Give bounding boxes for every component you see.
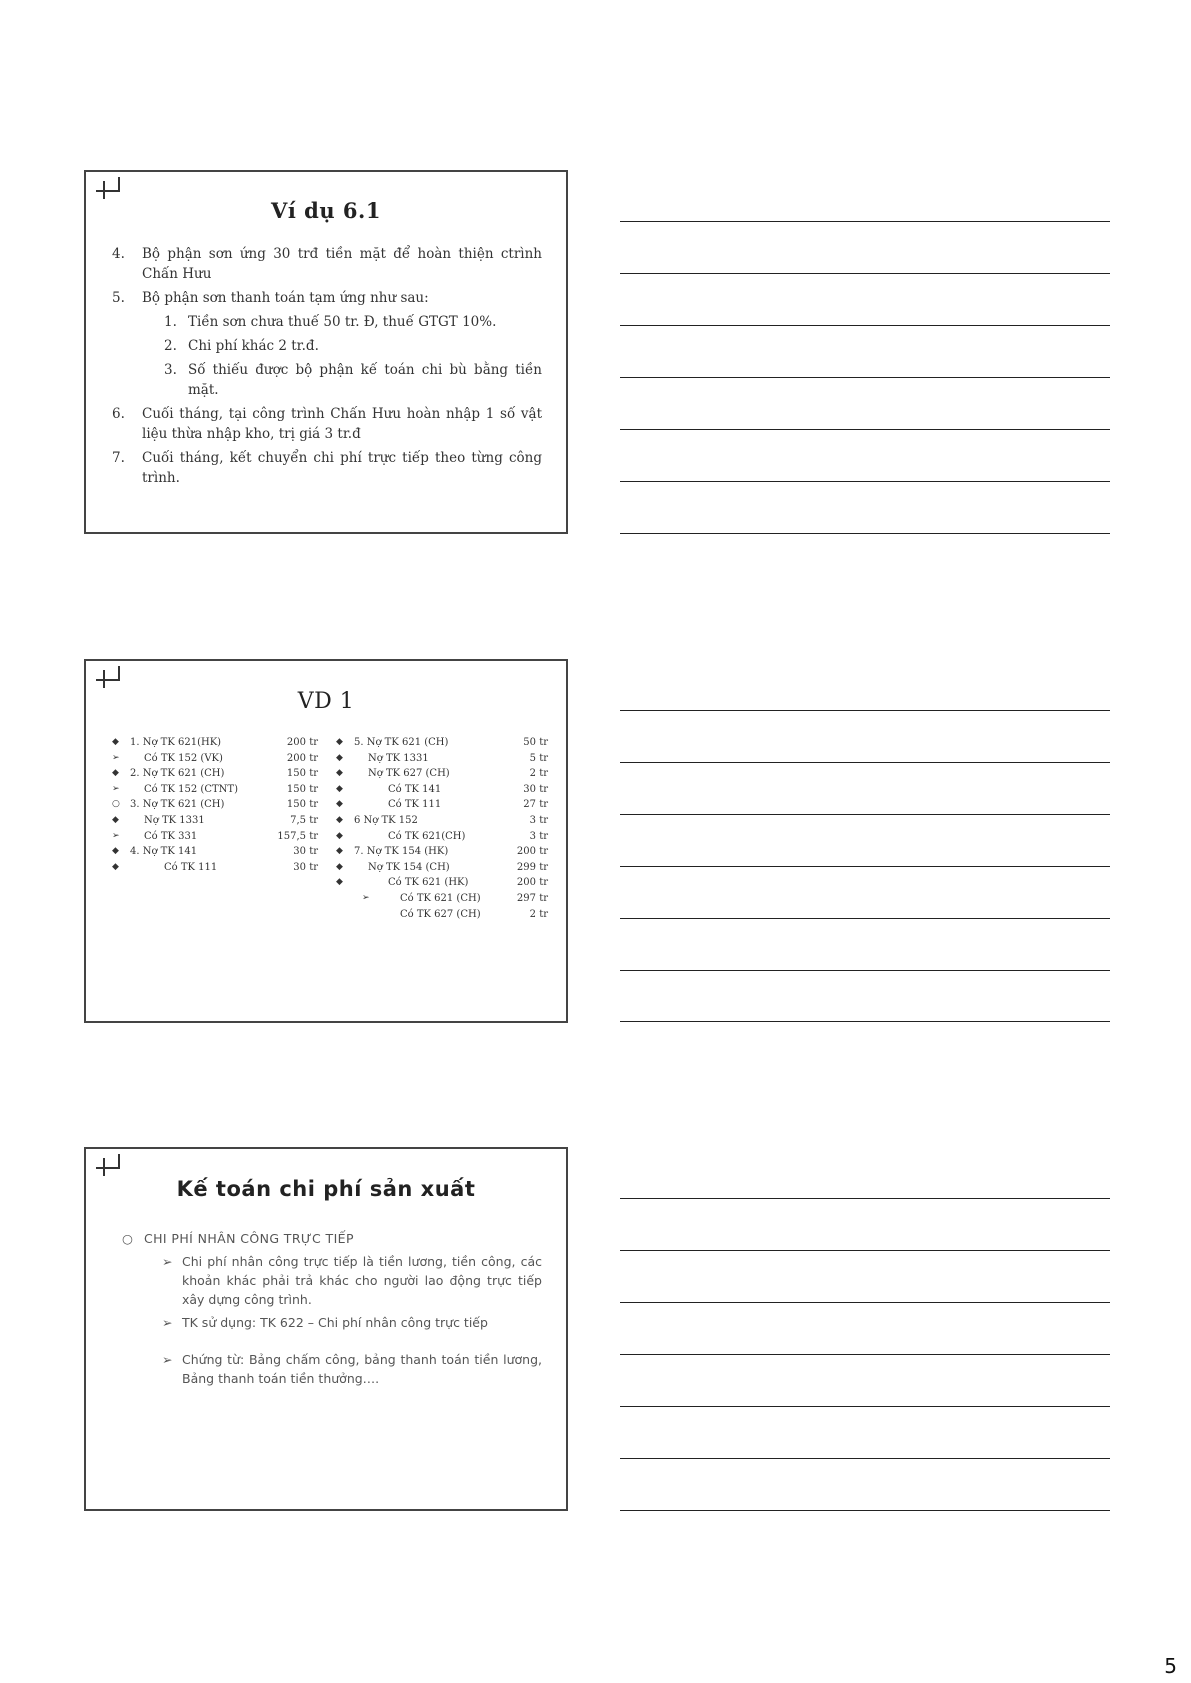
journal-entry-line	[336, 797, 548, 813]
bullet-icon: ◆	[336, 737, 343, 747]
journal-entry-line	[112, 735, 318, 751]
bullet-icon: ◆	[336, 830, 343, 841]
slide-title: Ví dụ 6.1	[271, 198, 381, 223]
list-text: Cuối tháng, tại công trình Chấn Hưu hoàn nhập 1 số vật liệu thừa nhập kho, trị giá 3 tr.đ	[142, 406, 542, 442]
account-text: Có TK 621 (HK)	[388, 877, 469, 889]
list-text: Số thiếu được bộ phận kế toán chi bù bằng tiền mặt.	[188, 362, 542, 398]
journal-entry-line	[112, 813, 318, 829]
slide-body	[112, 1229, 542, 1392]
list-text: Tiền sơn chưa thuế 50 tr. Đ, thuế GTGT 10%.	[188, 314, 497, 330]
bullet-icon: ➢	[112, 752, 120, 763]
slide-title: Kế toán chi phí sản xuất	[176, 1177, 476, 1201]
amount-text: 30 tr	[293, 846, 318, 858]
journal-entry-line	[112, 751, 318, 767]
amount-text: 2 tr	[529, 908, 548, 920]
account-text: 3. Nợ TK 621 (CH)	[130, 799, 225, 811]
amount-text: 150 tr	[286, 783, 318, 795]
bullet-point: ➢ Chứng từ: Bảng chấm công, bảng thanh toán tiền lương, Bảng thanh toán tiền thưởng….	[162, 1352, 542, 1386]
amount-text: 5 tr	[529, 752, 548, 764]
journal-entry-line	[336, 875, 548, 891]
bullet-icon: ◆	[336, 752, 343, 763]
amount-text: 150 tr	[286, 768, 318, 780]
journal-entry-line	[112, 766, 318, 782]
amount-text: 30 tr	[293, 861, 318, 873]
journal-entry-line	[112, 844, 318, 860]
account-text: Nợ TK 1331	[144, 814, 205, 826]
circle-bullet-icon: ○	[122, 1231, 134, 1246]
amount-text: 297 tr	[516, 892, 548, 904]
list-number: 3.	[164, 362, 177, 378]
slide-vi-du-6-1	[84, 170, 568, 534]
bullet-point: ➢ TK sử dụng: TK 622 – Chi phí nhân công trực tiếp	[162, 1315, 488, 1330]
bullet-icon: ➢	[112, 830, 120, 841]
account-text: 5. Nợ TK 621 (CH)	[354, 737, 449, 748]
arrow-bullet-icon: ➢	[162, 1254, 173, 1269]
amount-text: 200 tr	[516, 846, 548, 858]
amount-text: 50 tr	[523, 737, 548, 748]
list-text: Bộ phận sơn thanh toán tạm ứng như sau:	[142, 290, 429, 306]
journal-entry-line	[112, 797, 318, 813]
journal-entry-line	[112, 860, 318, 876]
journal-entry-line	[336, 735, 548, 751]
list-number: 1.	[164, 314, 177, 330]
account-text: Nợ TK 154 (CH)	[368, 861, 450, 873]
page-number: 5	[1164, 1654, 1177, 1678]
journal-entry-line	[336, 829, 548, 845]
bullet-icon: ◆	[336, 799, 343, 810]
bullet-icon: ◆	[112, 768, 119, 779]
bullet-point: ➢ Chi phí nhân công trực tiếp là tiền lương, tiền công, các khoản khác phải trả khác cho người lao động trực tiếp xây dựng công trình.	[162, 1254, 542, 1307]
bullet-icon: ◆	[336, 814, 343, 825]
amount-text: 30 tr	[523, 783, 548, 795]
bullet-icon: ◆	[112, 737, 119, 747]
list-item	[112, 288, 542, 308]
slide-body	[112, 244, 542, 492]
bullet-icon: ○	[112, 799, 120, 810]
journal-entry-line	[336, 907, 548, 923]
journal-entry-line	[112, 782, 318, 798]
amount-text: 2 tr	[529, 768, 548, 780]
list-item	[112, 244, 542, 284]
arrow-bullet-icon: ➢	[162, 1352, 173, 1367]
amount-text: 299 tr	[516, 861, 548, 873]
journal-entry-line	[112, 829, 318, 845]
account-text: 4. Nợ TK 141	[130, 846, 198, 858]
account-text: Nợ TK 627 (CH)	[368, 768, 450, 780]
amount-text: 200 tr	[286, 737, 318, 748]
amount-text: 3 tr	[529, 814, 548, 826]
list-item	[112, 312, 542, 332]
account-text: Có TK 331	[144, 830, 198, 842]
bullet-icon: ◆	[336, 861, 343, 872]
account-text: Có TK 621 (CH)	[400, 892, 481, 904]
bullet-icon: ◆	[336, 768, 343, 779]
list-item	[112, 360, 542, 400]
account-text: Có TK 621(CH)	[388, 830, 466, 842]
slide-corner-icon	[96, 666, 122, 688]
account-text: Có TK 141	[388, 783, 442, 795]
account-text: 7. Nợ TK 154 (HK)	[354, 846, 449, 858]
list-number: 6.	[112, 406, 125, 422]
account-text: 2. Nợ TK 621 (CH)	[130, 768, 225, 780]
bullet-icon: ◆	[112, 846, 119, 857]
list-text: Chi phí khác 2 tr.đ.	[188, 338, 319, 354]
journal-entry-line	[336, 782, 548, 798]
journal-entry-line	[336, 844, 548, 860]
list-number: 7.	[112, 450, 125, 466]
journal-entry-line	[336, 813, 548, 829]
list-item	[112, 448, 542, 488]
journal-entry-line	[336, 766, 548, 782]
amount-text: 200 tr	[516, 877, 548, 889]
bullet-icon: ◆	[112, 861, 119, 872]
slide-corner-icon	[96, 177, 122, 199]
amount-text: 150 tr	[286, 799, 318, 811]
slide-title: VD 1	[297, 689, 355, 714]
list-number: 4.	[112, 246, 125, 262]
amount-text: 7,5 tr	[290, 814, 318, 826]
amount-text: 157,5 tr	[277, 830, 318, 842]
journal-entry-line	[336, 860, 548, 876]
list-number: 2.	[164, 338, 177, 354]
list-item	[112, 336, 542, 356]
journal-entry-line	[336, 891, 548, 907]
amount-text: 27 tr	[523, 799, 548, 811]
list-number: 5.	[112, 290, 125, 306]
account-text: 6 Nợ TK 152	[354, 814, 418, 826]
slide-corner-icon	[96, 1154, 122, 1176]
list-text: Cuối tháng, kết chuyển chi phí trực tiếp theo từng công trình.	[142, 450, 542, 486]
bullet-icon: ➢	[362, 892, 370, 903]
account-text: Có TK 152 (VK)	[144, 752, 223, 764]
journal-entries-left	[112, 735, 318, 875]
arrow-bullet-icon: ➢	[162, 1315, 173, 1330]
list-item	[112, 404, 542, 444]
amount-text: 3 tr	[529, 830, 548, 842]
account-text: Nợ TK 1331	[368, 752, 429, 764]
amount-text: 200 tr	[286, 752, 318, 764]
bullet-icon: ◆	[336, 877, 343, 888]
bullet-icon: ◆	[112, 814, 119, 825]
account-text: Có TK 627 (CH)	[400, 908, 481, 920]
bullet-icon: ◆	[336, 846, 343, 857]
section-heading: ○ CHI PHÍ NHÂN CÔNG TRỰC TIẾP	[122, 1231, 354, 1246]
journal-entry-line	[336, 751, 548, 767]
bullet-icon: ➢	[112, 783, 120, 794]
slide-ke-toan-chi-phi	[84, 1147, 568, 1511]
account-text: Có TK 152 (CTNT)	[144, 783, 238, 795]
account-text: Có TK 111	[164, 861, 218, 873]
list-text: Bộ phận sơn ứng 30 trđ tiền mặt để hoàn thiện ctrình Chấn Hưu	[142, 246, 542, 282]
bullet-icon: ◆	[336, 783, 343, 794]
slide-vd-1	[84, 659, 568, 1023]
account-text: 1. Nợ TK 621(HK)	[130, 737, 222, 748]
journal-entries-right	[336, 735, 548, 922]
account-text: Có TK 111	[388, 799, 442, 811]
